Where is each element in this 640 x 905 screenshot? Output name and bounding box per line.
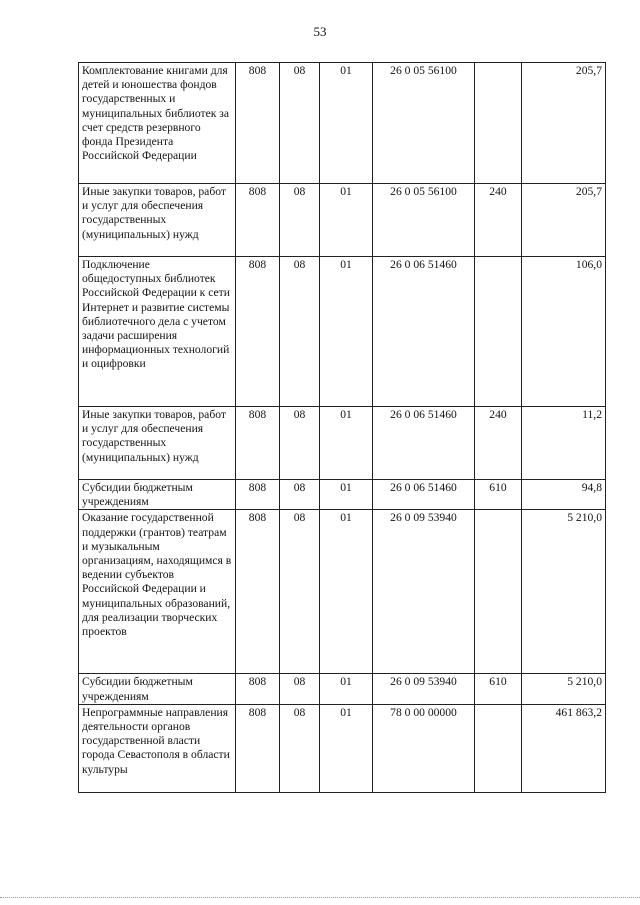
row-amount-cell: 5 210,0 (522, 510, 606, 674)
table-row (79, 510, 606, 674)
row-target-article-cell: 26 0 05 56100 (373, 63, 475, 184)
row-expense-type-cell: 240 (475, 407, 522, 480)
row-section-cell: 08 (280, 510, 320, 674)
row-ved-cell: 808 (236, 704, 280, 792)
row-expense-type-cell (475, 257, 522, 407)
row-amount-cell: 5 210,0 (522, 674, 606, 704)
table-row (79, 257, 606, 407)
row-ved-cell: 808 (236, 480, 280, 510)
table-row (79, 704, 606, 792)
row-target-article-cell: 26 0 09 53940 (373, 674, 475, 704)
table-row (79, 480, 606, 510)
table-row (79, 674, 606, 704)
row-target-article-cell: 26 0 05 56100 (373, 184, 475, 257)
page-number: 53 (313, 24, 327, 39)
budget-table (78, 62, 606, 793)
row-ved-cell: 808 (236, 674, 280, 704)
row-expense-type-cell: 610 (475, 674, 522, 704)
row-expense-type-cell: 610 (475, 480, 522, 510)
row-ved-cell: 808 (236, 257, 280, 407)
row-section-cell: 08 (280, 184, 320, 257)
row-amount-cell: 205,7 (522, 184, 606, 257)
row-name-cell: Подключение общедоступных библиотек Российской Федерации к сети Интернет и развитие системы библиотечного дела с учетом задачи расширения информационных технологий и оцифровки (79, 257, 236, 407)
row-subsection-cell: 01 (320, 704, 373, 792)
row-ved-cell: 808 (236, 510, 280, 674)
row-name-cell: Комплектование книгами для детей и юношества фондов государственных и муниципальных библиотек за счет средств резервного фонда Президента Российской Федерации (79, 63, 236, 184)
row-name-cell: Непрограммные направления деятельности органов государственной власти города Севастополя в области культуры (79, 704, 236, 792)
budget-table-body (79, 63, 606, 793)
row-section-cell: 08 (280, 674, 320, 704)
row-subsection-cell: 01 (320, 674, 373, 704)
row-name-cell: Субсидии бюджетным учреждениям (79, 674, 236, 704)
row-ved-cell: 808 (236, 407, 280, 480)
row-target-article-cell: 26 0 09 53940 (373, 510, 475, 674)
row-subsection-cell: 01 (320, 407, 373, 480)
row-name-cell: Иные закупки товаров, работ и услуг для обеспечения государственных (муниципальных) нужд (79, 407, 236, 480)
row-amount-cell: 205,7 (522, 63, 606, 184)
row-target-article-cell: 26 0 06 51460 (373, 257, 475, 407)
row-expense-type-cell (475, 704, 522, 792)
row-section-cell: 08 (280, 63, 320, 184)
row-section-cell: 08 (280, 407, 320, 480)
row-amount-cell: 11,2 (522, 407, 606, 480)
row-name-cell: Субсидии бюджетным учреждениям (79, 480, 236, 510)
row-expense-type-cell: 240 (475, 184, 522, 257)
table-row (79, 407, 606, 480)
row-amount-cell: 106,0 (522, 257, 606, 407)
table-row (79, 63, 606, 184)
row-ved-cell: 808 (236, 63, 280, 184)
table-row (79, 184, 606, 257)
row-expense-type-cell (475, 63, 522, 184)
row-name-cell: Оказание государственной поддержки (грантов) театрам и музыкальным организациям, находящимся в ведении субъектов Российской Федерации и муниципальных образований, для реализации творческих проектов (79, 510, 236, 674)
row-ved-cell: 808 (236, 184, 280, 257)
row-section-cell: 08 (280, 704, 320, 792)
row-subsection-cell: 01 (320, 184, 373, 257)
row-name-cell: Иные закупки товаров, работ и услуг для обеспечения государственных (муниципальных) нужд (79, 184, 236, 257)
row-section-cell: 08 (280, 257, 320, 407)
row-subsection-cell: 01 (320, 257, 373, 407)
row-target-article-cell: 26 0 06 51460 (373, 407, 475, 480)
page-bottom-rule (0, 897, 640, 898)
row-subsection-cell: 01 (320, 510, 373, 674)
row-subsection-cell: 01 (320, 63, 373, 184)
row-amount-cell: 94,8 (522, 480, 606, 510)
row-expense-type-cell (475, 510, 522, 674)
row-target-article-cell: 26 0 06 51460 (373, 480, 475, 510)
row-amount-cell: 461 863,2 (522, 704, 606, 792)
row-target-article-cell: 78 0 00 00000 (373, 704, 475, 792)
row-section-cell: 08 (280, 480, 320, 510)
row-subsection-cell: 01 (320, 480, 373, 510)
